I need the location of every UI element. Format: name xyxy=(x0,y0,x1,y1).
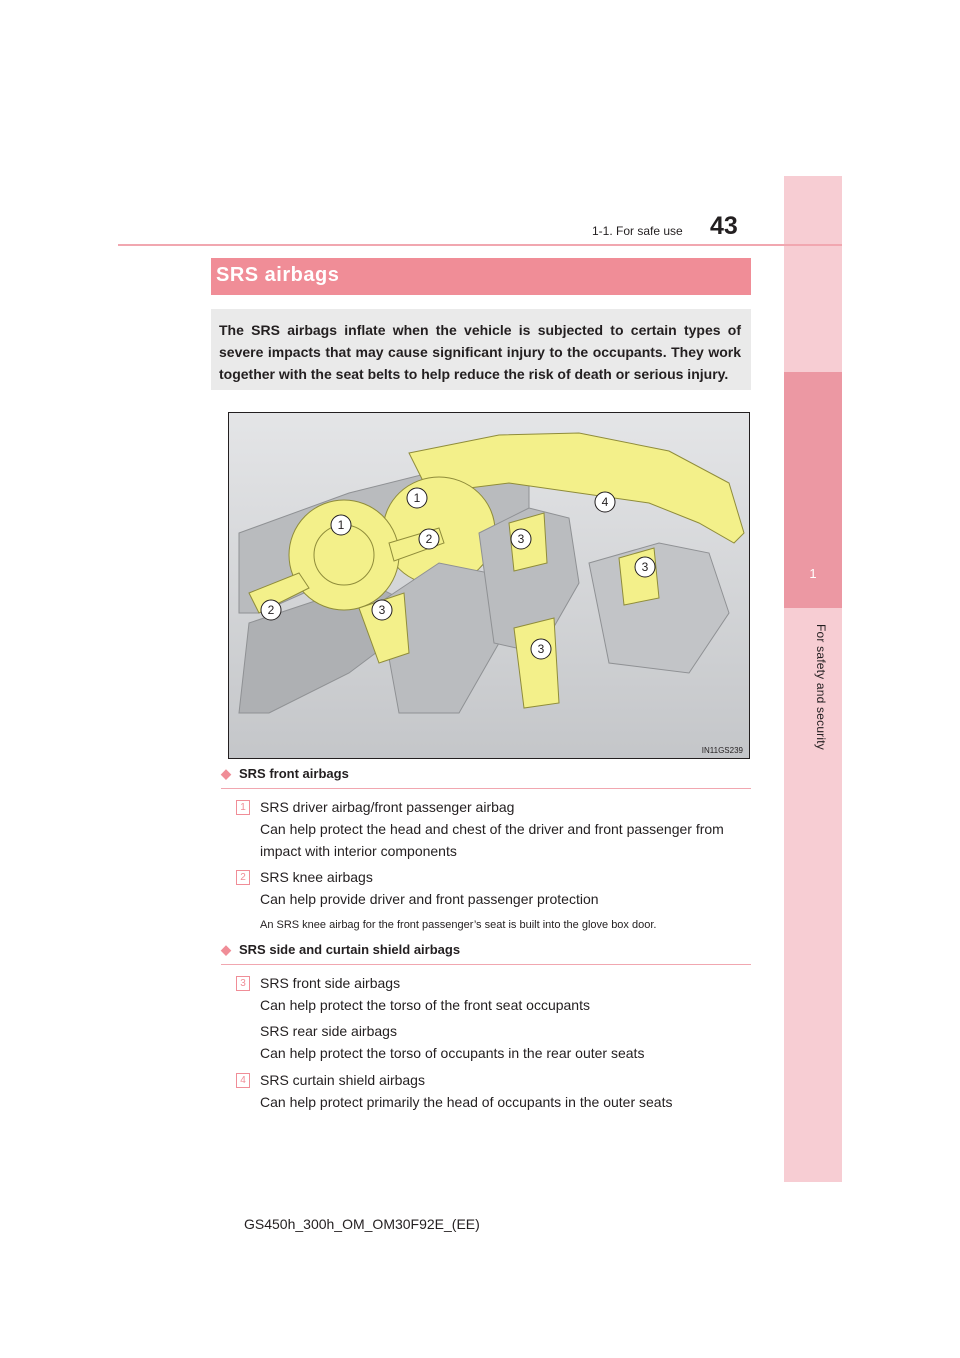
subsection-heading xyxy=(221,766,751,789)
subsection-heading xyxy=(221,942,751,965)
page-title: SRS airbags xyxy=(216,264,340,286)
item-name: SRS rear side airbags xyxy=(260,1023,397,1039)
chapter-side-tab xyxy=(784,176,842,1182)
item-description: Can help protect the torso of the front seat occupants xyxy=(260,997,590,1013)
list-item xyxy=(260,866,750,910)
callout-label: 1 xyxy=(413,491,421,505)
rear-side-airbag-right xyxy=(619,548,659,605)
diamond-icon: ◆ xyxy=(221,766,231,781)
car-interior-drawing xyxy=(229,413,750,759)
item-badge: 3 xyxy=(236,976,250,991)
subsection-heading-text: SRS front airbags xyxy=(239,766,349,781)
callout-label: 4 xyxy=(601,495,609,509)
title-bar xyxy=(211,258,751,295)
section-label: 1-1. For safe use xyxy=(592,224,683,238)
list-item xyxy=(260,1069,750,1113)
item-name: SRS knee airbags xyxy=(260,869,373,885)
item-badge: 1 xyxy=(236,800,250,815)
item-note: An SRS knee airbag for the front passenger’s seat is built into the glove box door. xyxy=(260,919,657,931)
chapter-number: 1 xyxy=(809,566,817,581)
header-rule xyxy=(118,244,842,246)
callout-label: 1 xyxy=(337,518,345,532)
callout-label: 3 xyxy=(378,603,386,617)
callout-label: 3 xyxy=(537,642,545,656)
item-name: SRS front side airbags xyxy=(260,975,401,991)
callout-label: 2 xyxy=(425,532,433,546)
intro-box: The SRS airbags inflate when the vehicle is subjected to certain types of severe impacts that may cause significant injury to the occupants. They work together with the seat belts to help reduce the risk of death or serious injury. xyxy=(211,309,751,390)
item-badge: 4 xyxy=(236,1073,250,1088)
item-description: Can help protect primarily the head of occupants in the outer seats xyxy=(260,1094,673,1110)
callout-label: 2 xyxy=(267,603,275,617)
list-item xyxy=(260,796,750,862)
callout-label: 3 xyxy=(641,560,649,574)
item-description: Can help protect the torso of occupants in the rear outer seats xyxy=(260,1045,645,1061)
diamond-icon: ◆ xyxy=(221,942,231,957)
item-description: Can help provide driver and front passenger protection xyxy=(260,891,599,907)
chapter-title: For safety and security xyxy=(814,624,828,750)
item-description: Can help protect the head and chest of the driver and front passenger from impact with interior components xyxy=(260,821,724,859)
item-badge: 2 xyxy=(236,870,250,885)
figure-code: IN11GS239 xyxy=(701,746,743,755)
airbag-illustration xyxy=(228,412,750,759)
document-code: GS450h_300h_OM_OM30F92E_(EE) xyxy=(244,1216,480,1232)
item-name: SRS driver airbag/front passenger airbag xyxy=(260,799,515,815)
list-item xyxy=(260,972,750,1016)
callout-label: 3 xyxy=(517,532,525,546)
page-number: 43 xyxy=(710,212,738,240)
list-item xyxy=(260,1020,750,1064)
item-name: SRS curtain shield airbags xyxy=(260,1072,425,1088)
subsection-heading-text: SRS side and curtain shield airbags xyxy=(239,942,461,957)
